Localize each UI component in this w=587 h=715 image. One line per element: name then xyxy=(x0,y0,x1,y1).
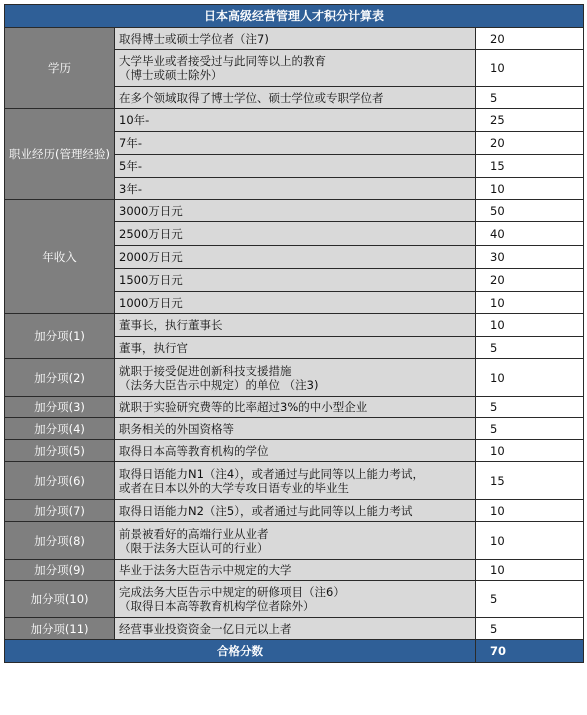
description-cell: 取得日语能力N1（注4），或者通过与此同等以上能力考试， 或者在日本以外的大学专攻日语专业的毕业生 xyxy=(115,462,476,500)
category-cell: 加分项(10) xyxy=(5,581,115,618)
table-row xyxy=(5,28,584,50)
table-row xyxy=(5,359,584,397)
table-row xyxy=(5,397,584,418)
description-cell: 2500万日元 xyxy=(115,222,476,246)
table-row xyxy=(5,581,584,618)
points-cell: 50 xyxy=(476,200,584,222)
total-row xyxy=(5,640,584,663)
description-cell: 完成法务大臣告示中规定的研修项目（注6） （取得日本高等教育机构学位者除外） xyxy=(115,581,476,618)
table-row xyxy=(5,440,584,462)
table-row xyxy=(5,418,584,440)
table-row xyxy=(5,618,584,640)
description-cell: 就职于实验研究费等的比率超过3%的中小型企业 xyxy=(115,397,476,418)
description-cell: 取得日本高等教育机构的学位 xyxy=(115,440,476,462)
description-cell: 毕业于法务大臣告示中规定的大学 xyxy=(115,560,476,581)
points-cell: 15 xyxy=(476,462,584,500)
points-cell: 20 xyxy=(476,132,584,155)
category-cell: 加分项(7) xyxy=(5,500,115,522)
points-cell: 10 xyxy=(476,440,584,462)
description-cell: 3年- xyxy=(115,178,476,200)
points-cell: 10 xyxy=(476,500,584,522)
description-cell: 经营事业投资资金一亿日元以上者 xyxy=(115,618,476,640)
points-cell: 20 xyxy=(476,269,584,292)
points-cell: 20 xyxy=(476,28,584,50)
category-cell: 加分项(8) xyxy=(5,522,115,560)
description-cell: 5年- xyxy=(115,155,476,178)
category-cell: 加分项(4) xyxy=(5,418,115,440)
table-title: 日本高级经营管理人才积分计算表 xyxy=(5,5,584,28)
points-cell: 5 xyxy=(476,581,584,618)
points-cell: 5 xyxy=(476,618,584,640)
table-row xyxy=(5,522,584,560)
category-cell: 年收入 xyxy=(5,200,115,314)
points-cell: 25 xyxy=(476,109,584,132)
description-cell: 前景被看好的高端行业从业者 （限于法务大臣认可的行业） xyxy=(115,522,476,560)
passing-score-value: 70 xyxy=(476,640,584,663)
description-cell: 董事长，执行董事长 xyxy=(115,314,476,337)
description-cell: 3000万日元 xyxy=(115,200,476,222)
points-cell: 10 xyxy=(476,314,584,337)
description-cell: 就职于接受促进创新科技支援措施 （法务大臣告示中规定）的单位 （注3) xyxy=(115,359,476,397)
description-cell: 大学毕业或者接受过与此同等以上的教育 （博士或硕士除外） xyxy=(115,50,476,87)
category-cell: 学历 xyxy=(5,28,115,109)
description-cell: 在多个领域取得了博士学位、硕士学位或专职学位者 xyxy=(115,87,476,109)
points-cell: 5 xyxy=(476,87,584,109)
description-cell: 7年- xyxy=(115,132,476,155)
table-row xyxy=(5,500,584,522)
table-row xyxy=(5,560,584,581)
points-cell: 5 xyxy=(476,337,584,359)
category-cell: 加分项(3) xyxy=(5,397,115,418)
points-cell: 10 xyxy=(476,50,584,87)
category-cell: 职业经历(管理经验) xyxy=(5,109,115,200)
points-table xyxy=(4,4,584,663)
passing-score-label: 合格分数 xyxy=(5,640,476,663)
points-cell: 5 xyxy=(476,397,584,418)
description-cell: 取得日语能力N2（注5），或者通过与此同等以上能力考试 xyxy=(115,500,476,522)
description-cell: 1000万日元 xyxy=(115,292,476,314)
points-cell: 10 xyxy=(476,178,584,200)
table-header-row xyxy=(5,5,584,28)
points-cell: 10 xyxy=(476,560,584,581)
points-table-container xyxy=(4,4,583,663)
description-cell: 1500万日元 xyxy=(115,269,476,292)
description-cell: 10年- xyxy=(115,109,476,132)
points-cell: 10 xyxy=(476,359,584,397)
category-cell: 加分项(9) xyxy=(5,560,115,581)
table-row xyxy=(5,200,584,222)
points-cell: 30 xyxy=(476,246,584,269)
table-row xyxy=(5,109,584,132)
points-cell: 10 xyxy=(476,522,584,560)
table-row xyxy=(5,314,584,337)
description-cell: 职务相关的外国资格等 xyxy=(115,418,476,440)
table-row xyxy=(5,462,584,500)
description-cell: 取得博士或硕士学位者（注7) xyxy=(115,28,476,50)
points-cell: 40 xyxy=(476,222,584,246)
category-cell: 加分项(11) xyxy=(5,618,115,640)
category-cell: 加分项(5) xyxy=(5,440,115,462)
category-cell: 加分项(2) xyxy=(5,359,115,397)
category-cell: 加分项(6) xyxy=(5,462,115,500)
points-cell: 10 xyxy=(476,292,584,314)
description-cell: 董事，执行官 xyxy=(115,337,476,359)
category-cell: 加分项(1) xyxy=(5,314,115,359)
points-cell: 5 xyxy=(476,418,584,440)
points-cell: 15 xyxy=(476,155,584,178)
description-cell: 2000万日元 xyxy=(115,246,476,269)
